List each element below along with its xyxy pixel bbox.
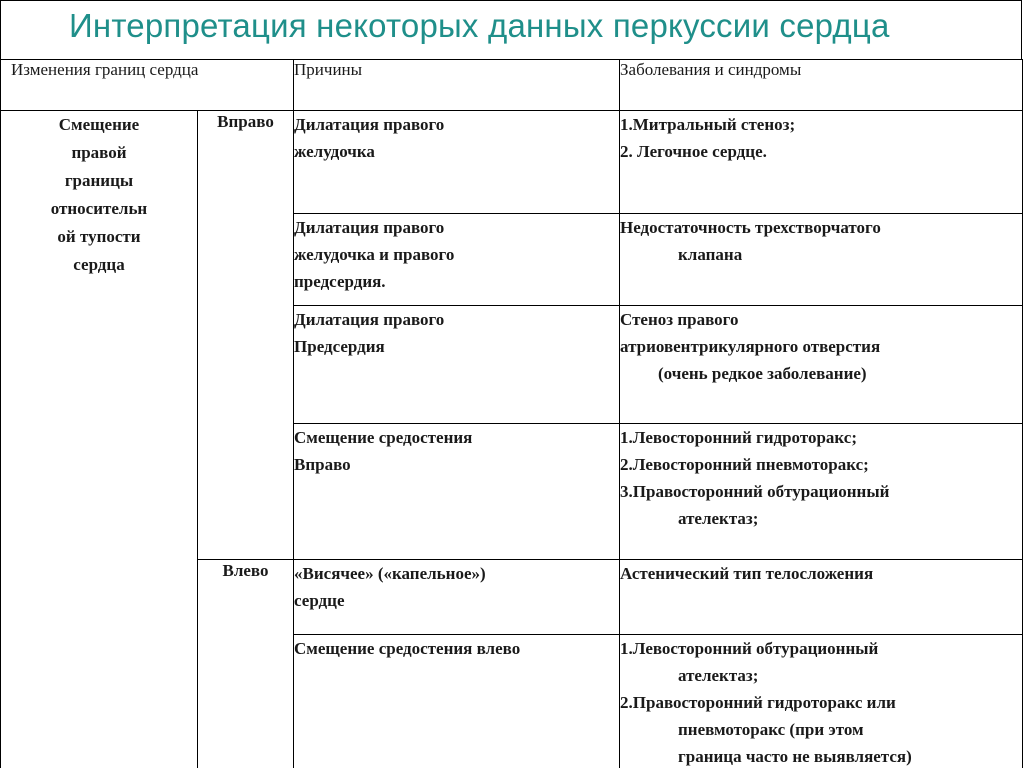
disease-cell xyxy=(620,306,1023,424)
cause-line: Вправо xyxy=(294,455,351,474)
header-row xyxy=(1,60,1023,111)
disease-cell xyxy=(620,424,1023,560)
cause-line: предсердия. xyxy=(294,272,386,291)
percussion-table xyxy=(0,59,1023,768)
disease-line: Астенический тип телосложения xyxy=(620,564,874,583)
disease-line: ателектаз; xyxy=(678,509,759,528)
direction-right: Вправо xyxy=(198,111,294,560)
cause-line: Дилатация правого xyxy=(294,115,445,134)
cause-cell xyxy=(294,214,620,306)
cause-line: Смещение средостения xyxy=(294,428,473,447)
cause-cell xyxy=(294,560,620,635)
disease-line: граница часто не выявляется) xyxy=(678,747,912,766)
disease-line: 1.Левосторонний гидроторакс; xyxy=(620,428,857,447)
header-diseases: Заболевания и синдромы xyxy=(620,60,1023,111)
cause-cell xyxy=(294,306,620,424)
disease-line: пневмоторакс (при этом xyxy=(678,720,864,739)
header-boundary-changes: Изменения границ сердца xyxy=(1,60,294,111)
cause-line: желудочка и правого xyxy=(294,245,455,264)
cause-line: «Висячее» («капельное») xyxy=(294,564,486,583)
row-group-label-line: относительн xyxy=(50,199,148,218)
cause-line: желудочка xyxy=(294,142,375,161)
disease-line: 3.Правосторонний обтурационный xyxy=(620,482,890,501)
cause-cell xyxy=(294,635,620,768)
row-group-label-line: Смещение xyxy=(58,115,140,134)
title-box xyxy=(0,0,1022,60)
disease-line: Недостаточность трехстворчатого xyxy=(620,218,881,237)
table-row xyxy=(1,111,1023,214)
row-group-label xyxy=(1,111,198,768)
cause-cell xyxy=(294,111,620,214)
direction-left: Влево xyxy=(198,560,294,768)
cause-line: Дилатация правого xyxy=(294,310,445,329)
disease-cell xyxy=(620,635,1023,768)
row-group-label-line: правой xyxy=(71,143,127,162)
disease-line: 1.Митральный стеноз; xyxy=(620,115,796,134)
disease-line: клапана xyxy=(678,245,743,264)
cause-line: Смещение средостения влево xyxy=(294,639,521,658)
cause-cell xyxy=(294,424,620,560)
disease-line: 2.Левосторонний пневмоторакс; xyxy=(620,455,869,474)
disease-line: ателектаз; xyxy=(678,666,759,685)
cause-line: Дилатация правого xyxy=(294,218,445,237)
disease-line: атриовентрикулярного отверстия xyxy=(620,337,881,356)
row-group-label-line: ой тупости xyxy=(57,227,141,246)
disease-cell xyxy=(620,560,1023,635)
disease-cell xyxy=(620,111,1023,214)
disease-line: (очень редкое заболевание) xyxy=(658,364,867,383)
disease-line: 2.Правосторонний гидроторакс или xyxy=(620,693,896,712)
row-group-label-line: границы xyxy=(64,171,134,190)
cause-line: сердце xyxy=(294,591,345,610)
disease-line: 1.Левосторонний обтурационный xyxy=(620,639,879,658)
slide-title: Интерпретация некоторых данных перкуссии сердца xyxy=(69,7,890,44)
cause-line: Предсердия xyxy=(294,337,385,356)
header-causes: Причины xyxy=(294,60,620,111)
disease-line: Стеноз правого xyxy=(620,310,739,329)
disease-line: 2. Легочное сердце. xyxy=(620,142,767,161)
disease-cell xyxy=(620,214,1023,306)
row-group-label-line: сердца xyxy=(73,255,125,274)
